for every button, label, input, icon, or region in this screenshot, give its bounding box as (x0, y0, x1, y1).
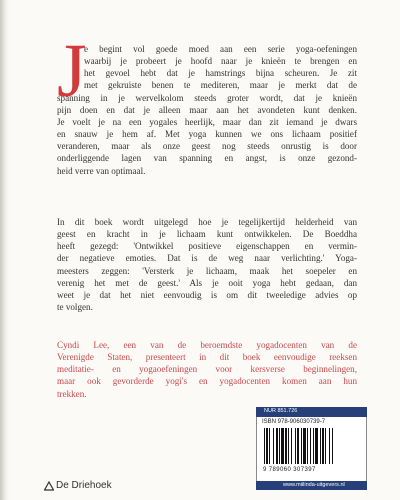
text-line: pijn doen en dat je alleen maar aan het avondeten kunt denken. (57, 104, 357, 115)
triangle-logo-icon (44, 481, 54, 491)
text-line: heid verre van optimaal. (57, 165, 146, 176)
text-line: meditatie- en yogaoefeningen voor kersverse beginnelingen, (57, 364, 357, 375)
text-line: geest en kracht in je lichaam kunt ontwikkelen. De Boeddha (57, 229, 357, 240)
barcode-digits: 9 789060 307397 (263, 467, 316, 473)
nur-code: NUR 851.726 (264, 408, 298, 414)
text-line: waarbij je probeert je hoofd naar je knieën te brengen en (84, 56, 357, 67)
isbn-number: ISBN 978-906030739-7 (262, 419, 326, 425)
text-line: met gekruiste benen te mediteren, maar je merkt dat de (84, 80, 357, 91)
text-line: veranderen, maar als onze geest nog steeds onrustig is door (57, 141, 357, 152)
text-line: verenig het met de geest.' Als je ooit yoga hebt gedaan, dan (57, 277, 357, 288)
paragraph-intro (57, 43, 357, 177)
text-line: heeft gezegd: 'Ontwikkel positieve eigenschappen en vermin- (57, 241, 357, 252)
dropcap-letter: J (57, 29, 87, 113)
text-line: maar ook gevorderde yogi's en yogadocenten komen aan hun (57, 376, 357, 387)
text-line: meesters zeggen: 'Versterk je lichaam, maak het soepeler en (57, 265, 357, 276)
publisher-name: De Driehoek (56, 480, 112, 491)
paragraph-author (57, 339, 357, 400)
text-line: e begint vol goede moed aan een serie yoga-oefeningen (84, 44, 357, 54)
text-line: Verenigde Staten, presenteert in dit boek eenvoudige reeksen (57, 352, 357, 363)
text-line: onderliggende lagen van spanning en angst, is onze gezond- (57, 153, 357, 164)
text-line: In dit boek wordt uitgelegd hoe je tegelijkertijd helderheid van (57, 217, 357, 227)
barcode-bars (263, 428, 361, 466)
text-line: en snauw je hem af. Met yoga kunnen we ons lichaam positief (57, 129, 357, 140)
text-line: Je voelt je na een yogales heerlijk, maar dan zit iemand je dwars (57, 116, 357, 127)
text-line: der negatieve emoties. Dat is de weg naar verlichting.' Yoga- (57, 253, 357, 264)
text-line: trekken. (57, 388, 87, 399)
text-line: het gevoel hebt dat je hamstrings bijna scheuren. Je zit (84, 68, 357, 79)
text-line: weet je dat het niet eenvoudig is om dit tweeledige advies op (57, 289, 357, 300)
paragraph-buddha (57, 216, 357, 313)
publisher-url: www.miilinda-uitgevers.nl (283, 482, 345, 488)
text-line: Cyndi Lee, een van de beroemdste yogadocenten van de (57, 340, 357, 350)
spine-edge (0, 0, 9, 500)
text-line: te volgen. (57, 302, 93, 313)
text-line: spanning in je wervelkolom steeds groter wordt, dat je knieën (57, 92, 357, 103)
